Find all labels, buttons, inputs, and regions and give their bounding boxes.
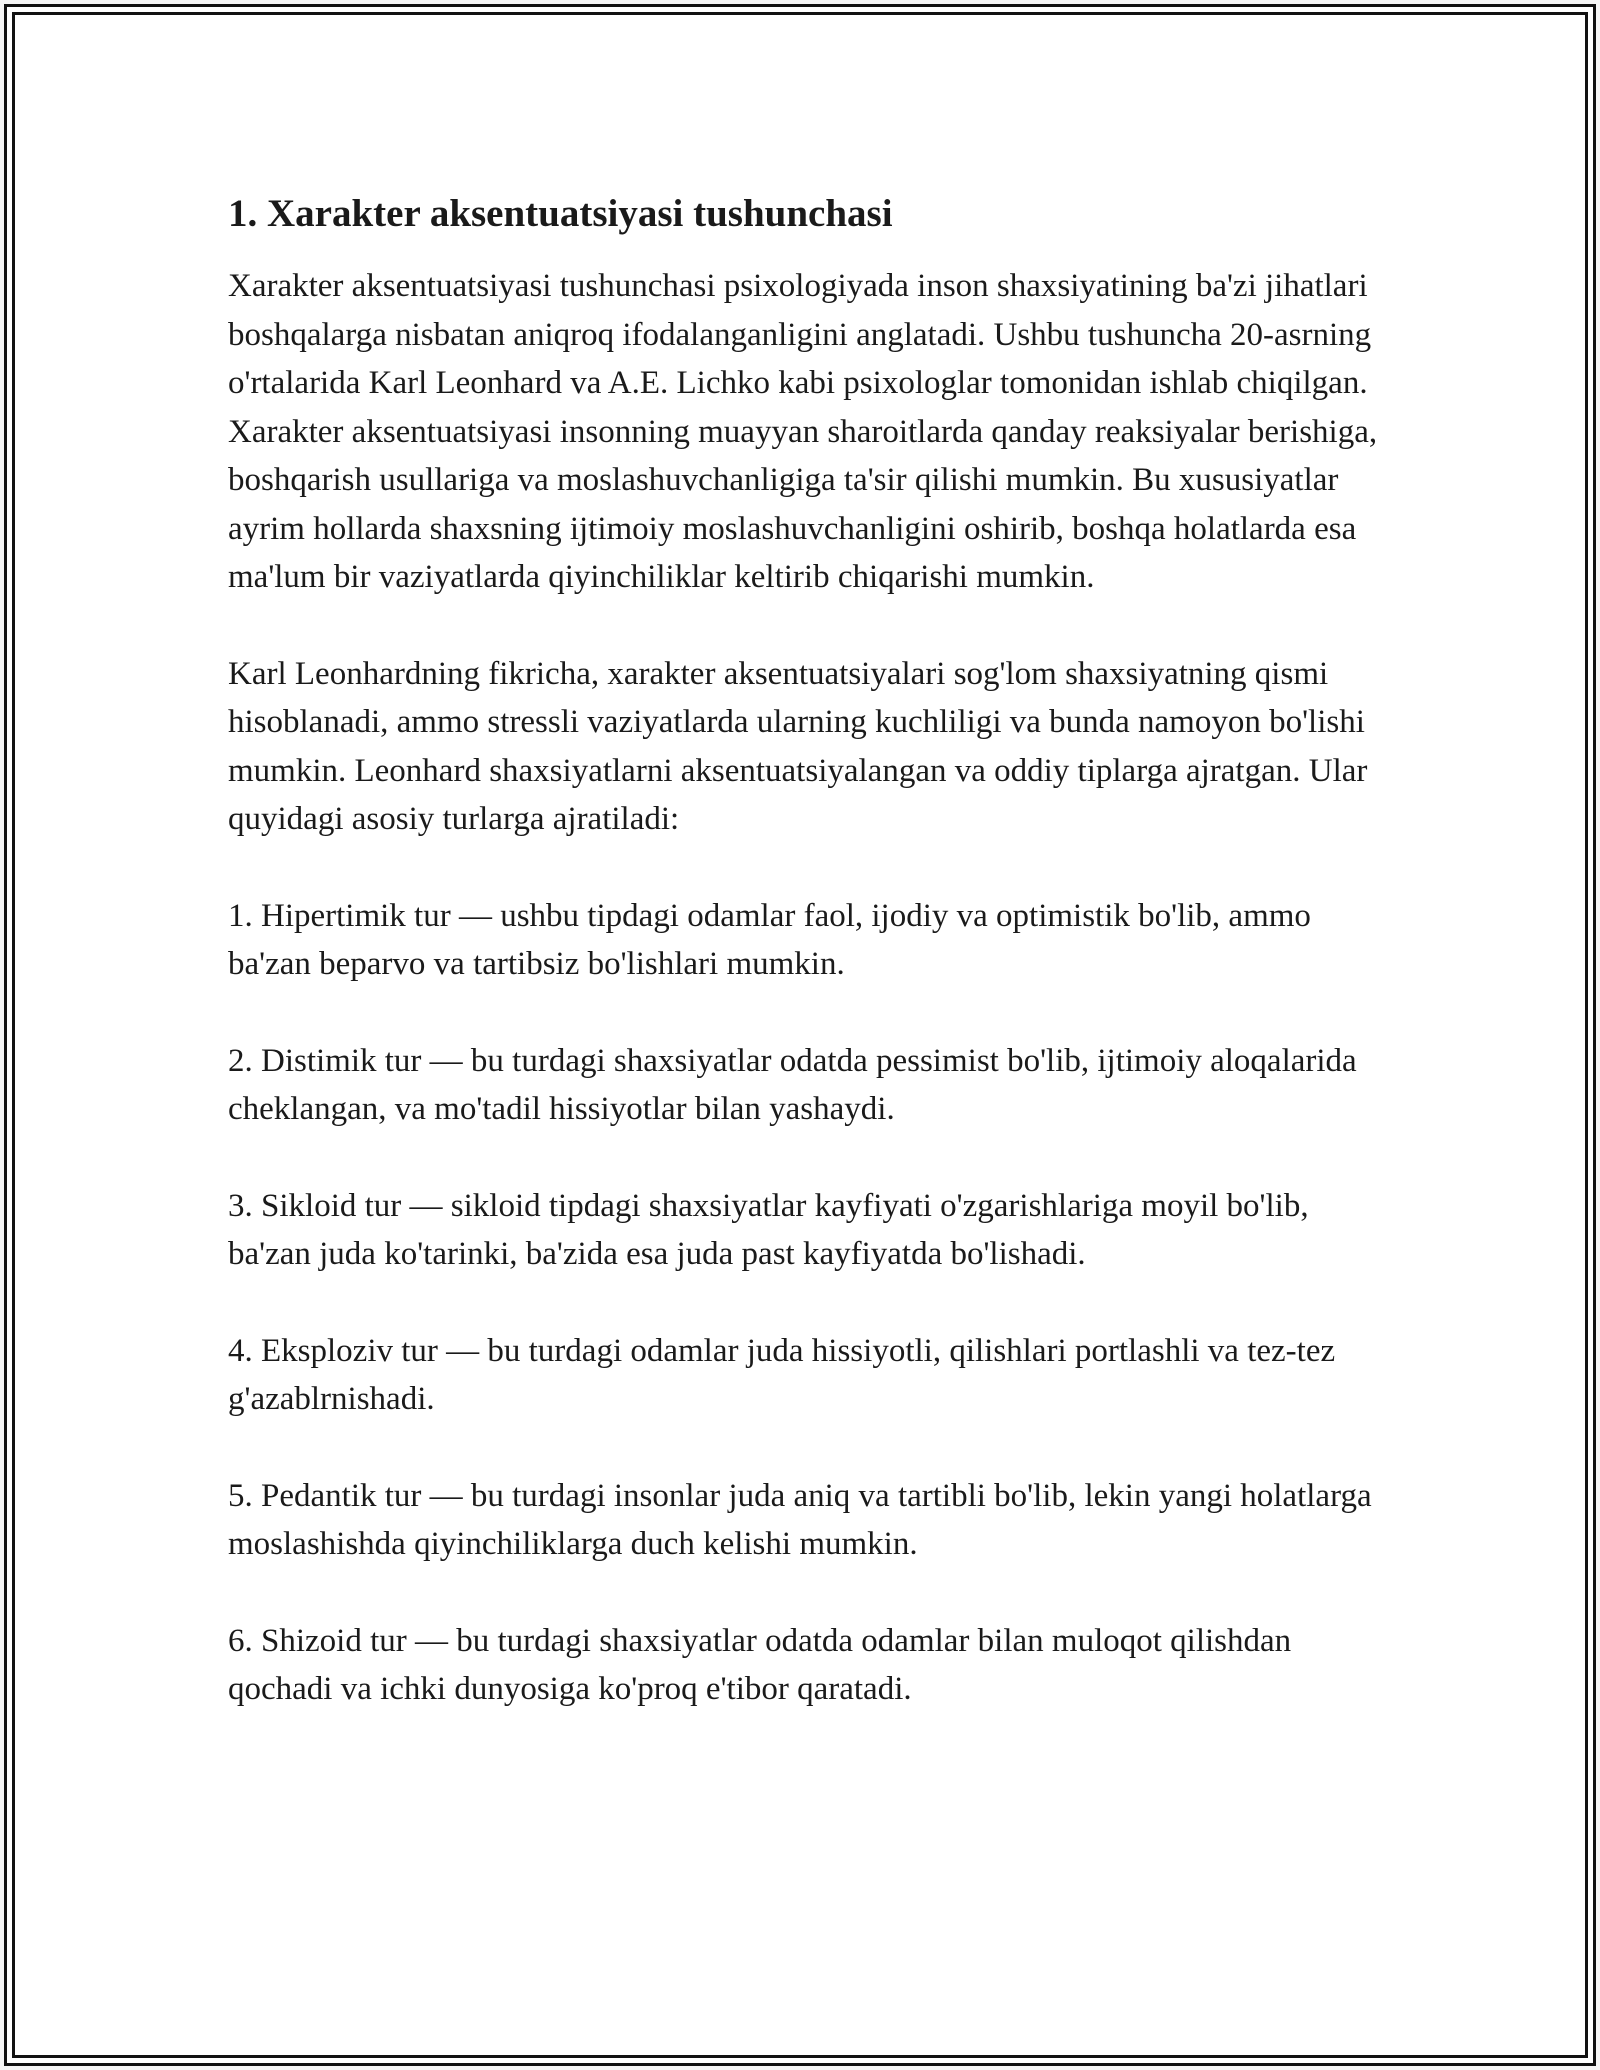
type-item-pedantik: 5. Pedantik tur — bu turdagi insonlar juda aniq va tartibli bo'lib, lekin yangi holatlarga moslashishda qiyinchiliklarga duch kelishi mumkin.: [228, 1477, 1372, 1562]
type-item-sikloid: 3. Sikloid tur — sikloid tipdagi shaxsiyatlar kayfiyati o'zgarishlariga moyil bo'lib, ba'zan juda ko'tarinki, ba'zida esa juda past kayfiyatda bo'lishadi.: [228, 1187, 1309, 1272]
type-item-eksploziv: 4. Eksploziv tur — bu turdagi odamlar juda hissiyotli, qilishlari portlashli va tez-tez g'azablrnishadi.: [228, 1332, 1336, 1417]
type-item-shizoid: 6. Shizoid tur — bu turdagi shaxsiyatlar odatda odamlar bilan muloqot qilishdan qochadi va ichki dunyosiga ko'proq e'tibor qaratadi.: [228, 1622, 1292, 1707]
document-body: [228, 186, 1378, 1762]
intro-paragraph: Xarakter aksentuatsiyasi tushunchasi psixologiyada inson shaxsiyatining ba'zi jihatlari boshqalarga nisbatan aniqroq ifodalanganligini anglatadi. Ushbu tushuncha 20-asrning o'rtalarida Karl Leonhard va A.E. Lichko kabi psixologlar tomonidan ishlab chiqilgan. Xarakter aksentuatsiyasi insonning muayyan sharoitlarda qanday reaksiyalar berishiga, boshqarish usullariga va moslashuvchanligiga ta'sir qilishi mumkin. Bu xususiyatlar ayrim hollarda shaxsning ijtimoiy moslashuvchanligini oshirib, boshqa holatlarda esa ma'lum bir vaziyatlarda qiyinchiliklar keltirib chiqarishi mumkin.: [228, 268, 1378, 595]
section-heading: 1. Xarakter aksentuatsiyasi tushunchasi: [228, 192, 893, 235]
leonhard-paragraph: Karl Leonhardning fikricha, xarakter aksentuatsiyalari sog'lom shaxsiyatning qismi hisoblanadi, ammo stressli vaziyatlarda ularning kuchliligi va bunda namoyon bo'lishi mumkin. Leonhard shaxsiyatlarni aksentuatsiyalangan va oddiy tiplarga ajratgan. Ular quyidagi asosiy turlarga ajratiladi:: [228, 655, 1368, 837]
type-item-hipertimik: 1. Hipertimik tur — ushbu tipdagi odamlar faol, ijodiy va optimistik bo'lib, ammo ba'zan beparvo va tartibsiz bo'lishlari mumkin.: [228, 897, 1311, 982]
type-item-distimik: 2. Distimik tur — bu turdagi shaxsiyatlar odatda pessimist bo'lib, ijtimoiy aloqalarida cheklangan, va mo'tadil hissiyotlar bilan yashaydi.: [228, 1042, 1357, 1127]
